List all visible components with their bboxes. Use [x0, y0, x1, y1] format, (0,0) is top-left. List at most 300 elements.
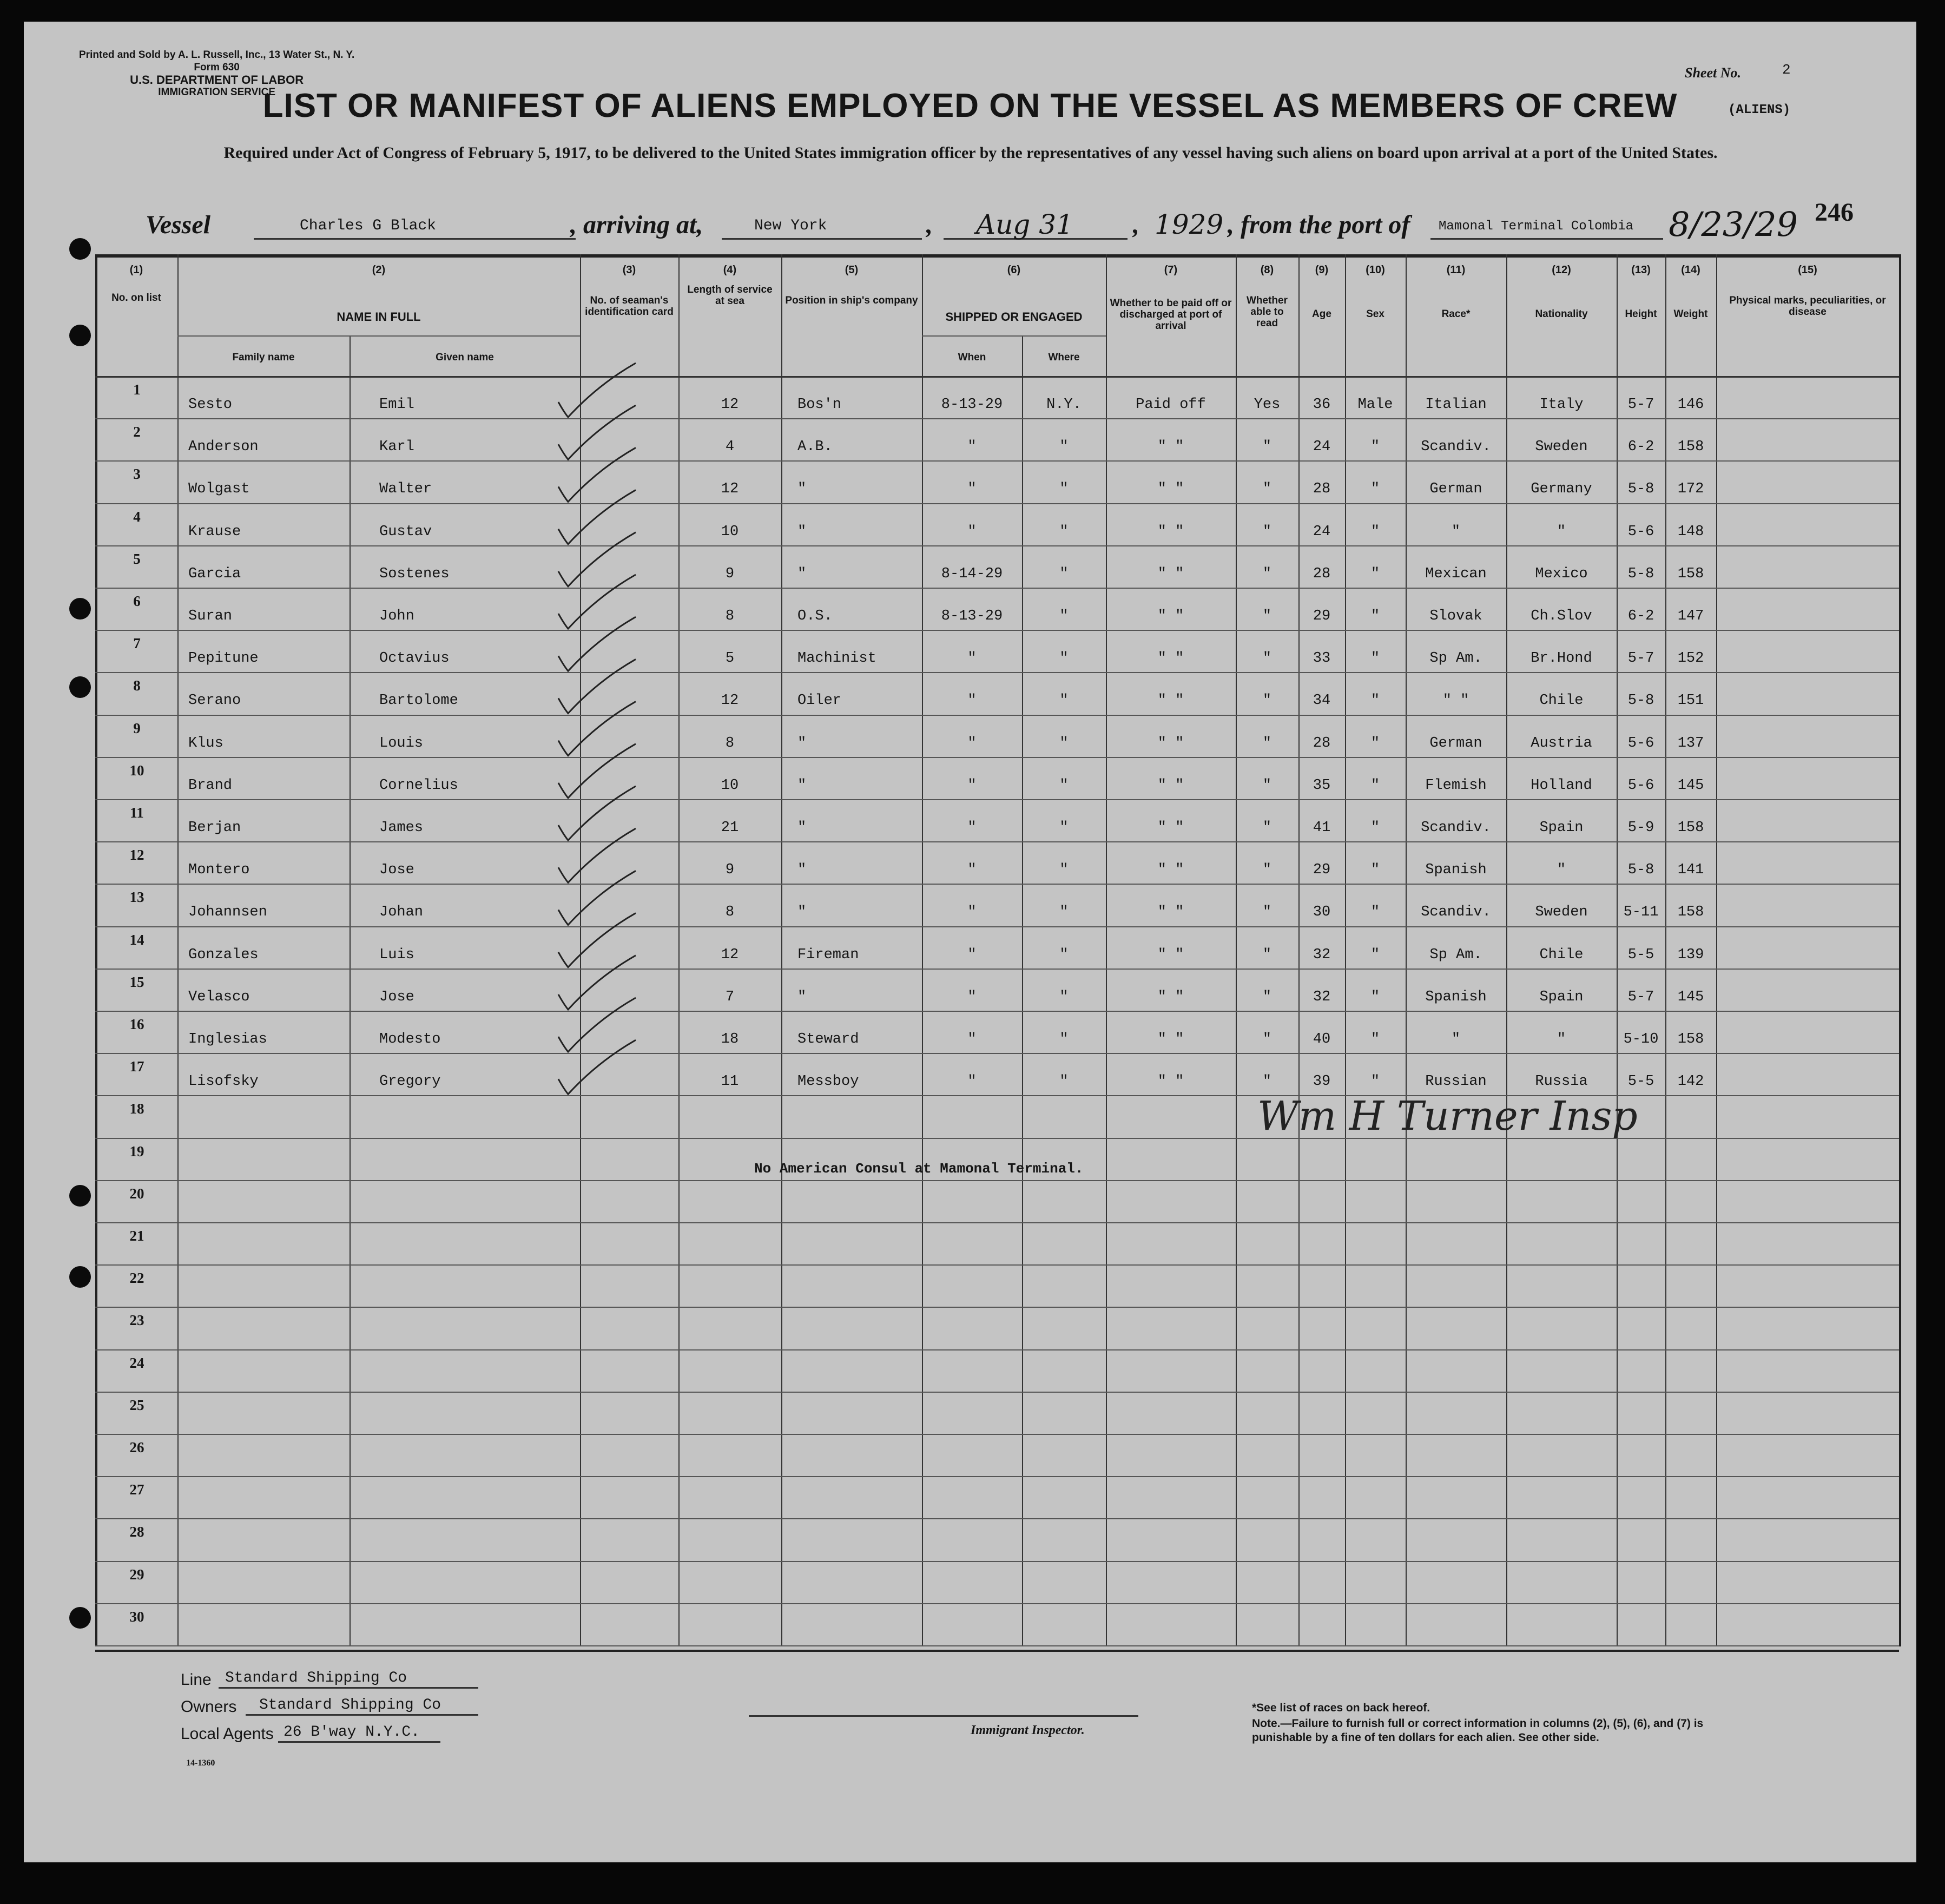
checkmark-icon — [558, 913, 636, 967]
service-length: 18 — [721, 1031, 739, 1047]
weight: 158 — [1677, 904, 1704, 921]
weight: 158 — [1677, 820, 1704, 836]
shipped-when: " — [967, 693, 977, 709]
height: 5-8 — [1627, 481, 1654, 498]
from-port: Mamonal Terminal Colombia — [1439, 219, 1634, 234]
given-name: Karl — [379, 439, 414, 456]
family-name: Brand — [188, 777, 233, 794]
column-number: (2) — [372, 264, 386, 276]
sub-header-when: When — [958, 352, 986, 363]
height: 5-10 — [1623, 1031, 1659, 1047]
shipped-when: " — [967, 650, 977, 667]
shipped-when: 8-14-29 — [941, 565, 1003, 582]
column-number: (1) — [129, 264, 143, 276]
service-length: 12 — [721, 693, 739, 709]
nationality: Russia — [1535, 1073, 1588, 1090]
family-name: Gonzales — [188, 946, 259, 963]
race: German — [1429, 735, 1482, 752]
arrival-year: 1929 — [1155, 209, 1224, 240]
position: " — [797, 862, 807, 879]
nationality: Sweden — [1535, 904, 1588, 921]
column-number: (10) — [1366, 264, 1385, 276]
service-length: 10 — [721, 523, 739, 540]
shipped-when: " — [967, 777, 977, 794]
consul-note: No American Consul at Mamonal Terminal. — [754, 1161, 1084, 1177]
column-label: Whether to be paid off or discharged at port of arrival — [1110, 298, 1232, 332]
shipped-where: " — [1059, 565, 1069, 582]
family-name: Inglesias — [188, 1031, 267, 1047]
row-number: 27 — [129, 1481, 144, 1498]
paid-off: " " — [1157, 693, 1184, 709]
race: German — [1429, 481, 1482, 498]
penalty-note: Note.—Failure to furnish full or correct information in columns (2), (5), (6), and (7) is punishable by a fine of ten dollars for each alien. See other side. — [1252, 1717, 1704, 1744]
row-number: 29 — [129, 1566, 144, 1583]
given-name: Gregory — [379, 1073, 441, 1090]
paid-off: " " — [1157, 523, 1184, 540]
position: A.B. — [797, 439, 833, 456]
service-length: 8 — [725, 735, 735, 752]
row-number: 6 — [133, 593, 141, 609]
sex: " — [1370, 1073, 1380, 1090]
age: 29 — [1313, 608, 1331, 624]
age: 24 — [1313, 439, 1331, 456]
row-number: 13 — [129, 889, 144, 906]
age: 39 — [1313, 1073, 1331, 1090]
shipped-where: " — [1059, 481, 1069, 498]
position: Messboy — [797, 1073, 859, 1090]
nationality: Austria — [1531, 735, 1592, 752]
position: " — [797, 904, 807, 921]
nationality: " — [1557, 1031, 1566, 1047]
race: Flemish — [1425, 777, 1487, 794]
age: 28 — [1313, 481, 1331, 498]
sex: " — [1370, 1031, 1380, 1047]
shipped-where: " — [1059, 989, 1069, 1005]
given-name: Octavius — [379, 650, 450, 667]
paid-off: " " — [1157, 565, 1184, 582]
service-length: 5 — [725, 650, 735, 667]
checkmark-icon — [558, 956, 636, 1010]
able-to-read: " — [1262, 904, 1272, 921]
shipped-where: " — [1059, 735, 1069, 752]
checkmark-icon — [558, 532, 636, 587]
position: Steward — [797, 1031, 859, 1047]
height: 5-7 — [1627, 989, 1654, 1005]
family-name: Berjan — [188, 820, 241, 836]
sub-header-family: Family name — [232, 352, 295, 363]
sex: " — [1370, 650, 1380, 667]
weight: 147 — [1677, 608, 1704, 624]
paid-off: " " — [1157, 1031, 1184, 1047]
inspector-label: Immigrant Inspector. — [971, 1723, 1085, 1737]
column-number: (4) — [723, 264, 737, 276]
row-number: 2 — [133, 424, 141, 440]
family-name: Krause — [188, 523, 241, 540]
given-name: Walter — [379, 481, 432, 498]
checkmark-icon — [558, 702, 636, 756]
printer-line: Printed and Sold by A. L. Russell, Inc., 13 Water St., N. Y. — [79, 49, 355, 61]
position: O.S. — [797, 608, 833, 624]
able-to-read: " — [1262, 565, 1272, 582]
family-name: Pepitune — [188, 650, 259, 667]
able-to-read: " — [1262, 1073, 1272, 1090]
column-number: (9) — [1315, 264, 1329, 276]
nationality: Sweden — [1535, 439, 1588, 456]
nationality: Germany — [1531, 481, 1592, 498]
nationality: Holland — [1531, 777, 1592, 794]
row-number: 21 — [129, 1228, 144, 1244]
service-length: 12 — [721, 946, 739, 963]
position: " — [797, 777, 807, 794]
column-label: Age — [1312, 308, 1331, 320]
shipped-when: " — [967, 820, 977, 836]
sex: " — [1370, 608, 1380, 624]
age: 32 — [1313, 946, 1331, 963]
shipped-where: " — [1059, 1031, 1069, 1047]
row-number: 12 — [129, 847, 144, 864]
column-number: (15) — [1798, 264, 1817, 276]
shipped-when: " — [967, 1031, 977, 1047]
arriving-label: , arriving at, — [570, 210, 703, 239]
column-label: No. on list — [111, 292, 161, 304]
nationality: Br.Hond — [1531, 650, 1592, 667]
service-length: 21 — [721, 820, 739, 836]
from-port-label: , from the port of — [1228, 210, 1410, 239]
column-label: Race* — [1441, 308, 1471, 320]
checkmark-icon — [558, 998, 636, 1052]
height: 5-11 — [1623, 904, 1659, 921]
sex: " — [1370, 946, 1380, 963]
weight: 146 — [1677, 397, 1704, 413]
checkmark-icon — [558, 1040, 636, 1094]
binder-hole — [69, 1607, 91, 1629]
vessel-name: Charles G Black — [300, 218, 437, 234]
family-name: Anderson — [188, 439, 259, 456]
age: 40 — [1313, 1031, 1331, 1047]
row-number: 9 — [133, 720, 141, 736]
nationality: Spain — [1539, 989, 1584, 1005]
nationality: Italy — [1539, 397, 1584, 413]
row-number: 24 — [129, 1354, 144, 1371]
shipped-when: " — [967, 1073, 977, 1090]
given-name: Bartolome — [379, 693, 458, 709]
able-to-read: " — [1262, 777, 1272, 794]
shipped-where: " — [1059, 1073, 1069, 1090]
weight: 158 — [1677, 565, 1704, 582]
row-number: 23 — [129, 1312, 144, 1329]
paid-off: " " — [1157, 989, 1184, 1005]
row-number: 10 — [129, 762, 144, 779]
service-length: 4 — [725, 439, 735, 456]
given-name: Gustav — [379, 523, 432, 540]
able-to-read: " — [1262, 523, 1272, 540]
shipped-where: " — [1059, 820, 1069, 836]
height: 5-6 — [1627, 523, 1654, 540]
race: " " — [1442, 693, 1469, 709]
arriving-port: New York — [754, 218, 827, 234]
weight: 148 — [1677, 523, 1704, 540]
height: 5-8 — [1627, 862, 1654, 879]
family-name: Suran — [188, 608, 233, 624]
given-name: Jose — [379, 862, 414, 879]
family-name: Garcia — [188, 565, 241, 582]
page-number: 246 — [1815, 198, 1854, 227]
row-number: 28 — [129, 1524, 144, 1540]
binder-hole — [69, 1266, 91, 1288]
height: 6-2 — [1627, 608, 1654, 624]
position: " — [797, 735, 807, 752]
column-label: Weight — [1673, 308, 1708, 320]
row-number: 19 — [129, 1143, 144, 1159]
service-length: 11 — [721, 1073, 739, 1090]
checkmark-icon — [558, 405, 636, 459]
race: Mexican — [1425, 565, 1487, 582]
sub-header-where: Where — [1048, 352, 1080, 363]
column-number: (14) — [1681, 264, 1700, 276]
row-number: 22 — [129, 1270, 144, 1287]
weight: 145 — [1677, 989, 1704, 1005]
page-title: LIST OR MANIFEST OF ALIENS EMPLOYED ON THE VESSEL AS MEMBERS OF CREW — [262, 87, 1678, 124]
race: Slovak — [1429, 608, 1482, 624]
position: " — [797, 989, 807, 1005]
sex: " — [1370, 565, 1380, 582]
age: 32 — [1313, 989, 1331, 1005]
race: Sp Am. — [1429, 946, 1482, 963]
sex: " — [1370, 904, 1380, 921]
position: " — [797, 523, 807, 540]
shipped-when: 8-13-29 — [941, 608, 1003, 624]
able-to-read: Yes — [1254, 397, 1281, 413]
family-name: Johannsen — [188, 904, 267, 921]
sub-header-given: Given name — [436, 352, 494, 363]
position: Machinist — [797, 650, 876, 667]
race: " — [1451, 523, 1461, 540]
checkmark-icon — [558, 575, 636, 629]
column-number: (5) — [845, 264, 859, 276]
shipped-when: " — [967, 481, 977, 498]
nationality: Mexico — [1535, 565, 1588, 582]
column-number: (7) — [1164, 264, 1178, 276]
nationality: Spain — [1539, 820, 1584, 836]
shipped-when: " — [967, 523, 977, 540]
given-name: Luis — [379, 946, 414, 963]
paid-off: " " — [1157, 481, 1184, 498]
checkmark-icon — [558, 786, 636, 840]
shipped-where: N.Y. — [1046, 397, 1082, 413]
service-length: 10 — [721, 777, 739, 794]
service-length: 12 — [721, 481, 739, 498]
checkmark-icon — [558, 617, 636, 671]
sex: " — [1370, 481, 1380, 498]
height: 5-5 — [1627, 1073, 1654, 1090]
able-to-read: " — [1262, 820, 1272, 836]
nationality: Chile — [1539, 693, 1584, 709]
position: Fireman — [797, 946, 859, 963]
sheet-no-value: 2 — [1782, 62, 1791, 78]
row-number: 8 — [133, 677, 141, 694]
race: Sp Am. — [1429, 650, 1482, 667]
shipped-where: " — [1059, 608, 1069, 624]
paid-off: " " — [1157, 650, 1184, 667]
shipped-where: " — [1059, 946, 1069, 963]
given-name: Jose — [379, 989, 414, 1005]
row-number: 16 — [129, 1016, 144, 1032]
column-label: Physical marks, peculiarities, or disease — [1729, 295, 1886, 318]
shipped-when: " — [967, 989, 977, 1005]
form-code: 14-1360 — [186, 1758, 215, 1768]
row-number: 30 — [129, 1608, 144, 1625]
row-number: 26 — [129, 1439, 144, 1455]
family-name: Klus — [188, 735, 223, 752]
weight: 158 — [1677, 1031, 1704, 1047]
service-length: 7 — [725, 989, 735, 1005]
family-name: Velasco — [188, 989, 250, 1005]
checkmark-icon — [558, 659, 636, 713]
position: " — [797, 820, 807, 836]
binder-hole — [69, 238, 91, 260]
service-length: 9 — [725, 862, 735, 879]
checkmark-icon — [558, 447, 636, 502]
weight: 152 — [1677, 650, 1704, 667]
height: 5-7 — [1627, 397, 1654, 413]
nationality: Ch.Slov — [1531, 608, 1592, 624]
sex: " — [1370, 735, 1380, 752]
given-name: John — [379, 608, 414, 624]
able-to-read: " — [1262, 608, 1272, 624]
weight: 172 — [1677, 481, 1704, 498]
column-label: Height — [1625, 308, 1657, 320]
nationality: " — [1557, 523, 1566, 540]
age: 24 — [1313, 523, 1331, 540]
binder-hole — [69, 598, 91, 620]
department-name: U.S. DEPARTMENT OF LABOR — [130, 73, 304, 87]
family-name: Wolgast — [188, 481, 250, 498]
weight: 142 — [1677, 1073, 1704, 1090]
race: Spanish — [1425, 989, 1487, 1005]
given-name: Johan — [379, 904, 424, 921]
position: Bos'n — [797, 397, 842, 413]
weight: 145 — [1677, 777, 1704, 794]
column-label: Sex — [1366, 308, 1384, 320]
given-name: Emil — [379, 397, 414, 413]
service-length: 12 — [721, 397, 739, 413]
race: " — [1451, 1031, 1461, 1047]
age: 29 — [1313, 862, 1331, 879]
weight: 158 — [1677, 439, 1704, 456]
shipped-where: " — [1059, 650, 1069, 667]
row-number: 18 — [129, 1101, 144, 1117]
vessel-label: Vessel — [146, 210, 210, 239]
paid-off: " " — [1157, 439, 1184, 456]
shipped-when: " — [967, 904, 977, 921]
sex: " — [1370, 523, 1380, 540]
paid-off: " " — [1157, 777, 1184, 794]
height: 5-6 — [1627, 735, 1654, 752]
age: 41 — [1313, 820, 1331, 836]
height: 5-9 — [1627, 820, 1654, 836]
row-number: 25 — [129, 1396, 144, 1413]
position: Oiler — [797, 693, 842, 709]
sex: " — [1370, 439, 1380, 456]
sex: " — [1370, 693, 1380, 709]
line-value: Standard Shipping Co — [225, 1670, 407, 1686]
row-number: 1 — [133, 381, 141, 398]
shipped-where: " — [1059, 693, 1069, 709]
row-number: 17 — [129, 1058, 144, 1075]
family-name: Montero — [188, 862, 250, 879]
shipped-when: " — [967, 735, 977, 752]
family-name: Lisofsky — [188, 1073, 259, 1090]
binder-hole — [69, 1185, 91, 1207]
row-number: 4 — [133, 508, 141, 525]
service-length: 8 — [725, 608, 735, 624]
service-name: IMMIGRATION SERVICE — [158, 87, 275, 98]
sex: Male — [1357, 397, 1393, 413]
row-number: 15 — [129, 973, 144, 990]
age: 30 — [1313, 904, 1331, 921]
column-label: Length of service at sea — [687, 284, 773, 307]
race: Russian — [1425, 1073, 1487, 1090]
family-name: Sesto — [188, 397, 233, 413]
agents-value: 26 B'way N.Y.C. — [283, 1724, 420, 1741]
row-number: 3 — [133, 466, 141, 483]
line-label: Line — [181, 1671, 212, 1689]
column-label: Nationality — [1535, 308, 1588, 320]
given-name: Louis — [379, 735, 424, 752]
height: 5-5 — [1627, 946, 1654, 963]
nationality: Chile — [1539, 946, 1584, 963]
height: 5-8 — [1627, 565, 1654, 582]
age: 28 — [1313, 735, 1331, 752]
shipped-where: " — [1059, 439, 1069, 456]
column-label: No. of seaman's identification card — [585, 295, 674, 318]
sex: " — [1370, 820, 1380, 836]
given-name: Sostenes — [379, 565, 450, 582]
row-number: 5 — [133, 550, 141, 567]
weight: 139 — [1677, 946, 1704, 963]
able-to-read: " — [1262, 650, 1272, 667]
able-to-read: " — [1262, 481, 1272, 498]
given-name: Modesto — [379, 1031, 441, 1047]
column-number: (3) — [622, 264, 636, 276]
binder-hole — [69, 325, 91, 346]
age: 34 — [1313, 693, 1331, 709]
shipped-where: " — [1059, 862, 1069, 879]
age: 35 — [1313, 777, 1331, 794]
page-subtitle: Required under Act of Congress of February 5, 1917, to be delivered to the United States immigration officer by the representatives of any vessel having such aliens on board upon arrival at a port of the United States. — [223, 144, 1718, 162]
paid-off: " " — [1157, 862, 1184, 879]
race: Scandiv. — [1421, 820, 1491, 836]
race: Italian — [1425, 397, 1487, 413]
height: 6-2 — [1627, 439, 1654, 456]
able-to-read: " — [1262, 693, 1272, 709]
given-name: James — [379, 820, 424, 836]
checkmark-icon — [558, 828, 636, 882]
able-to-read: " — [1262, 735, 1272, 752]
height: 5-7 — [1627, 650, 1654, 667]
row-number: 11 — [130, 805, 144, 821]
shipped-where: " — [1059, 904, 1069, 921]
position: " — [797, 565, 807, 582]
checkmark-icon — [558, 490, 636, 544]
race: Scandiv. — [1421, 904, 1491, 921]
owners-value: Standard Shipping Co — [259, 1697, 441, 1714]
binder-hole — [69, 676, 91, 698]
paid-off: " " — [1157, 946, 1184, 963]
able-to-read: " — [1262, 1031, 1272, 1047]
paid-off: Paid off — [1136, 397, 1206, 413]
race: Spanish — [1425, 862, 1487, 879]
